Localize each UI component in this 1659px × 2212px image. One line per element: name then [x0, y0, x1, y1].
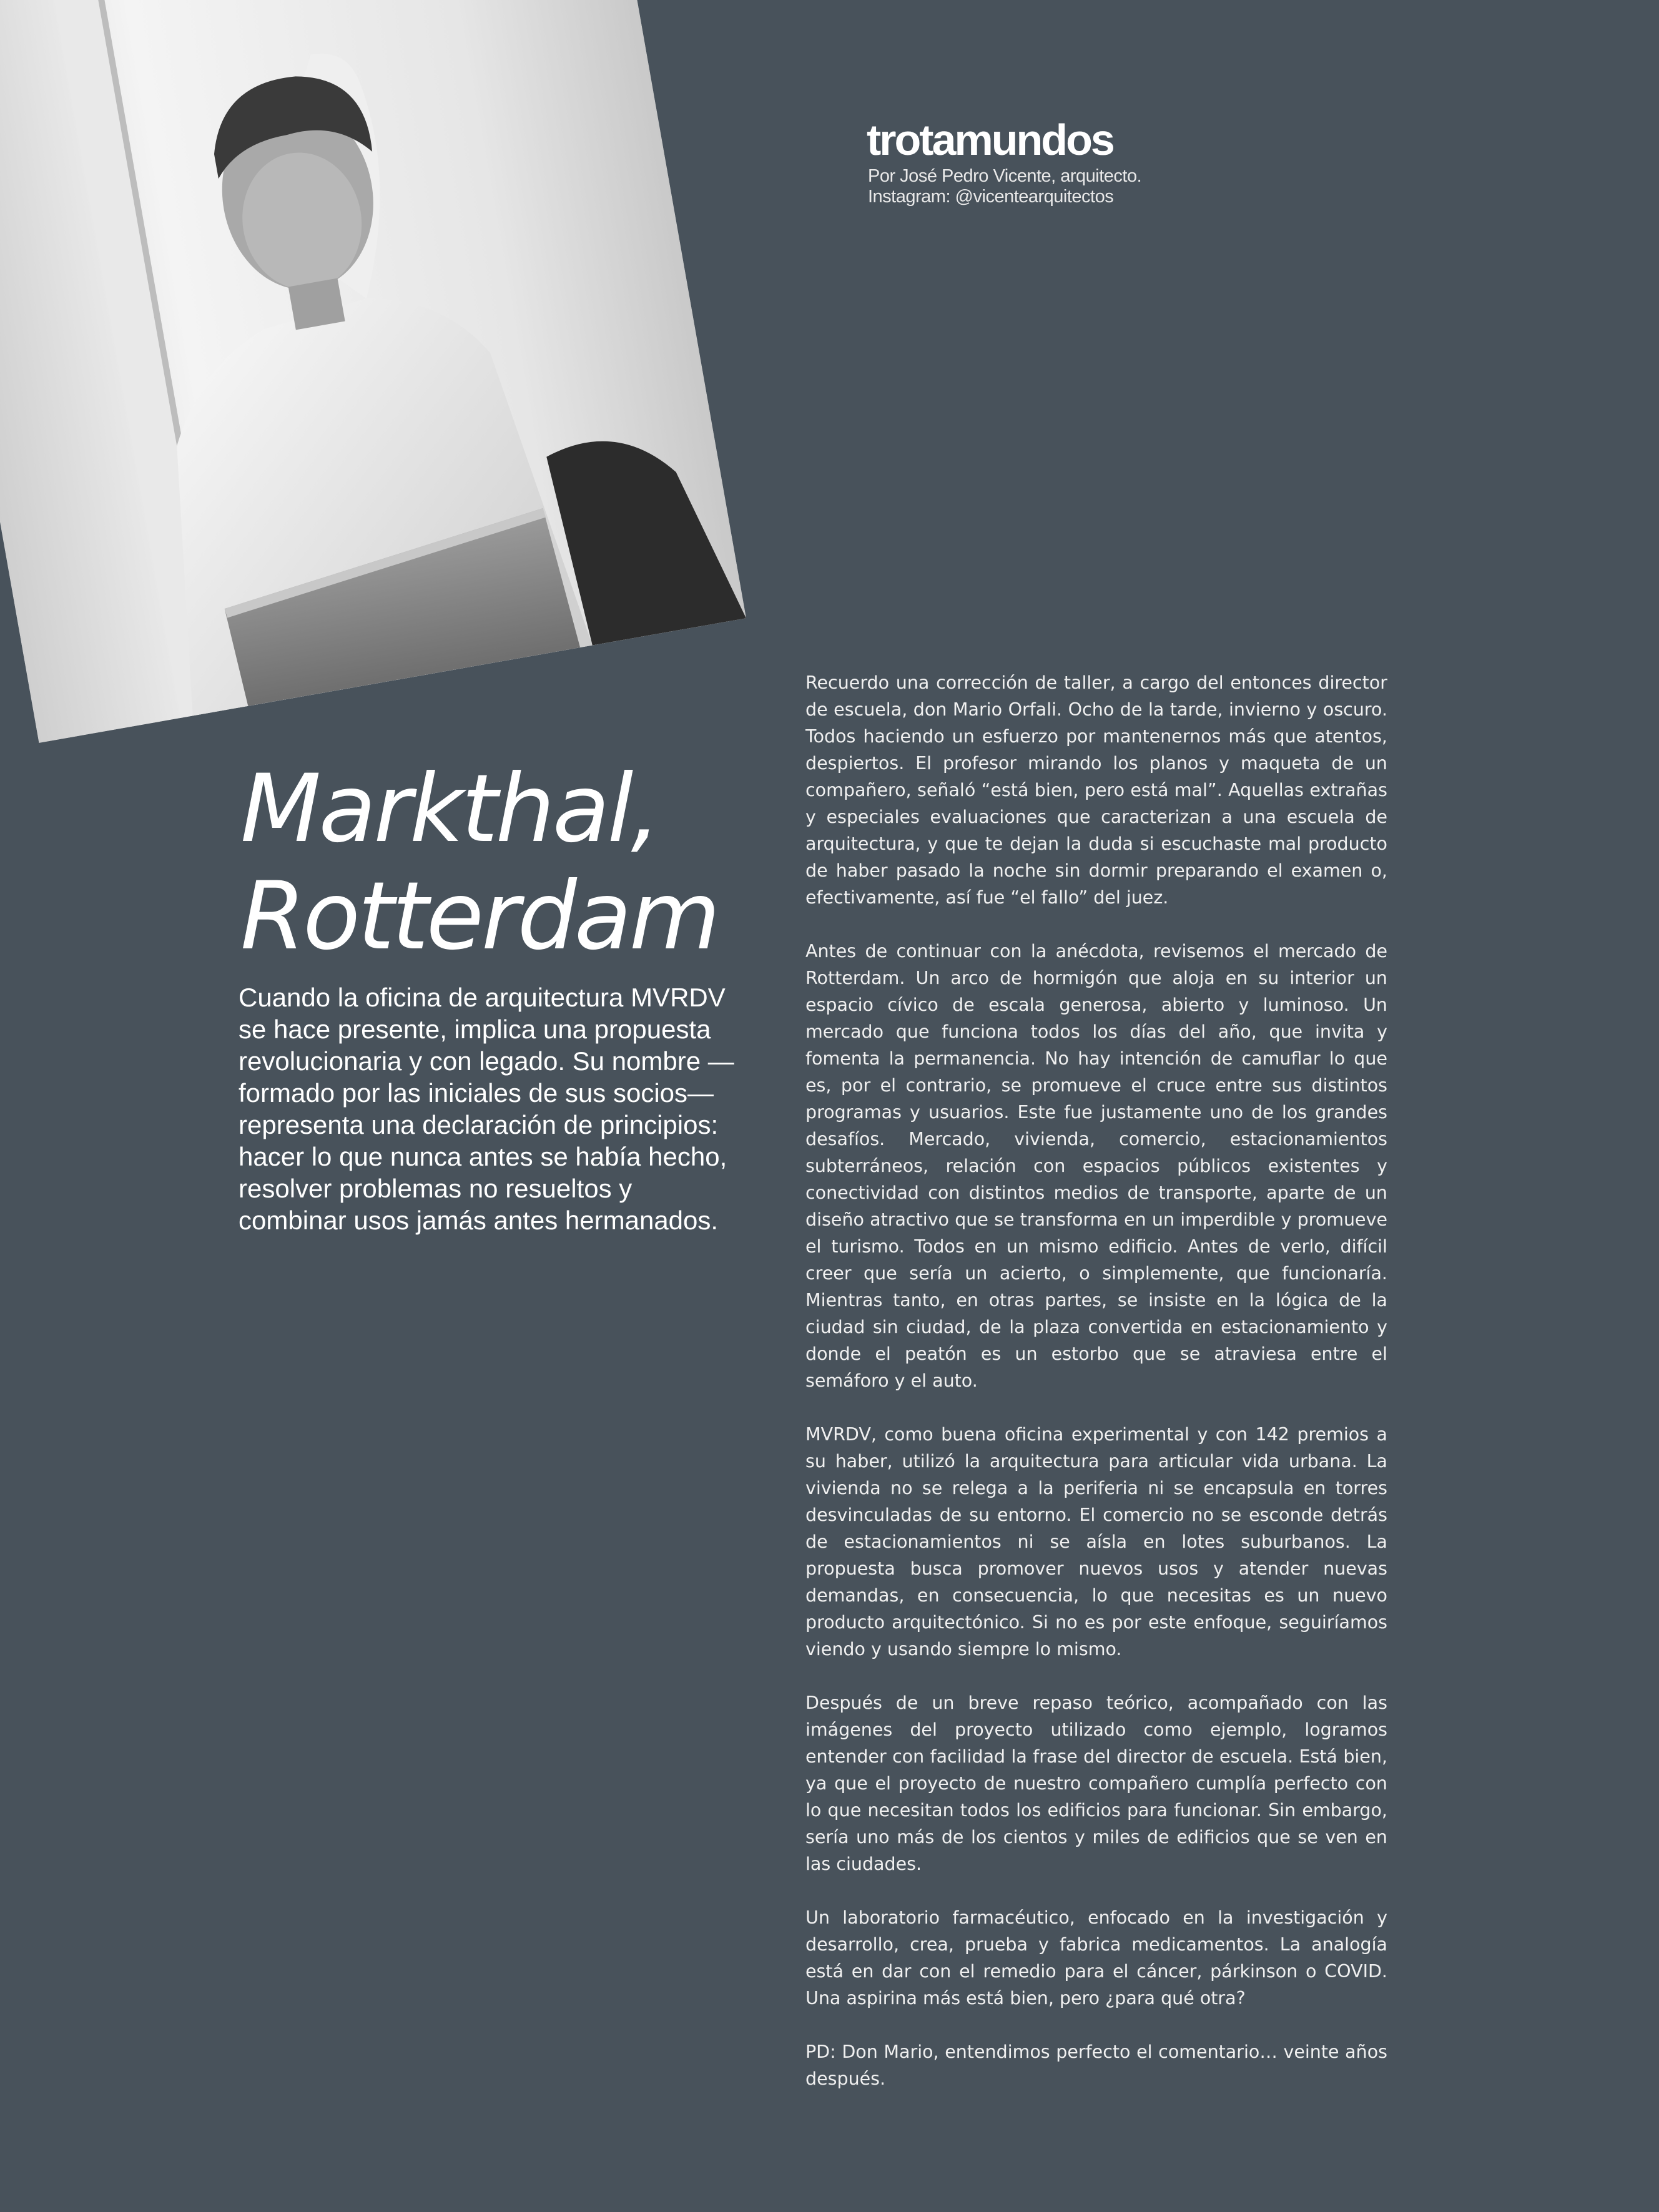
article-body: [805, 669, 1387, 2119]
instagram-line: Instagram: @vicentearquitectos: [868, 187, 1114, 207]
body-paragraph: Después de un breve repaso teórico, acompañado con las imágenes del proyecto utilizado como ejemplo, logramos entender con facilidad la frase del director de escuela. Está bien, ya que el proyecto de nuestro compañero cumplía perfecto con lo que necesitan todos los edificios para funcionar. Sin embargo, sería uno más de los cientos y miles de edificios que se ven en las ciudades.: [805, 1693, 1387, 1874]
body-paragraph: MVRDV, como buena oficina experimental y con 142 premios a su haber, utilizó la arquitectura para articular vida urbana. La vivienda no se relega a la periferia ni se encapsula en torres desvinculadas de su entorno. El comercio no se esconde detrás de estacionamientos ni se aísla en lotes suburbanos. La propuesta busca promover nuevos usos y atender nuevas demandas, en consecuencia, lo que necesitas es un nuevo producto arquitectónico. Si no es por este enfoque, seguiríamos viendo y usando siempre lo mismo.: [805, 1424, 1387, 1659]
portrait-photo-icon: [0, 0, 746, 743]
body-paragraph: Un laboratorio farmacéutico, enfocado en la investigación y desarrollo, crea, prueba y fabrica medicamentos. La analogía está en dar con el remedio para el cáncer, párkinson o COVID. Una aspirina más está bien, pero ¿para qué otra?: [805, 1907, 1387, 2008]
body-paragraph: PD: Don Mario, entendimos perfecto el comentario… veinte años después.: [805, 2042, 1387, 2089]
section-name: trotamundos: [867, 116, 1113, 164]
body-paragraph: Antes de continuar con la anécdota, revisemos el mercado de Rotterdam. Un arco de hormigón que aloja en su interior un espacio cívico de escala generosa, abierto y luminoso. Un mercado que funciona todos los días del año, que invita y fomenta la permanencia. No hay intención de camuflar lo que es, por el contrario, se promueve el cruce entre sus distintos programas y usuarios. Este fue justamente uno de los grandes desafíos. Mercado, vivienda, comercio, estacionamientos subterráneos, relación con espacios públicos existentes y conectividad con distintos medios de transporte, aparte de un diseño atractivo que se transforma en un imperdible y promueve el turismo. Todos en un mismo edificio. Antes de verlo, difícil creer que sería un acierto, o simplemente, que funcionaría. Mientras tanto, en otras partes, se insiste en la lógica de la ciudad sin ciudad, de la plaza convertida en estacionamiento y donde el peatón es un estorbo que se atraviesa entre el semáforo y el auto.: [805, 941, 1387, 1391]
title-line-1: Markthal,: [240, 755, 659, 863]
byline: [868, 166, 1141, 207]
lead-paragraph: Cuando la oficina de arquitectura MVRDV se hace presente, implica una propuesta revolucionaria y con legado. Su nombre —formado por las iniciales de sus socios— representa una declaración de principios: hacer lo que nunca antes se había hecho, resolver problemas no resueltos y combinar usos jamás antes hermanados.: [239, 983, 734, 1235]
title-line-2: Rotterdam: [240, 862, 718, 971]
body-paragraph: Recuerdo una corrección de taller, a cargo del entonces director de escuela, don Mario Orfali. Ocho de la tarde, invierno y oscuro. Todos haciendo un esfuerzo por mantenernos más que atentos, despiertos. El profesor mirando los planos y maqueta de un compañero, señaló “está bien, pero está mal”. Aquellas extrañas y especiales evaluaciones que caracterizan a una escuela de arquitectura, y que te dejan la duda si escuchaste mal producto de haber pasado la noche sin dormir preparando el examen o, efectivamente, así fue “el fallo” del juez.: [805, 672, 1387, 908]
article-title: [240, 755, 718, 970]
author-portrait-photo: [0, 0, 746, 743]
author-line: Por José Pedro Vicente, arquitecto.: [868, 166, 1142, 186]
